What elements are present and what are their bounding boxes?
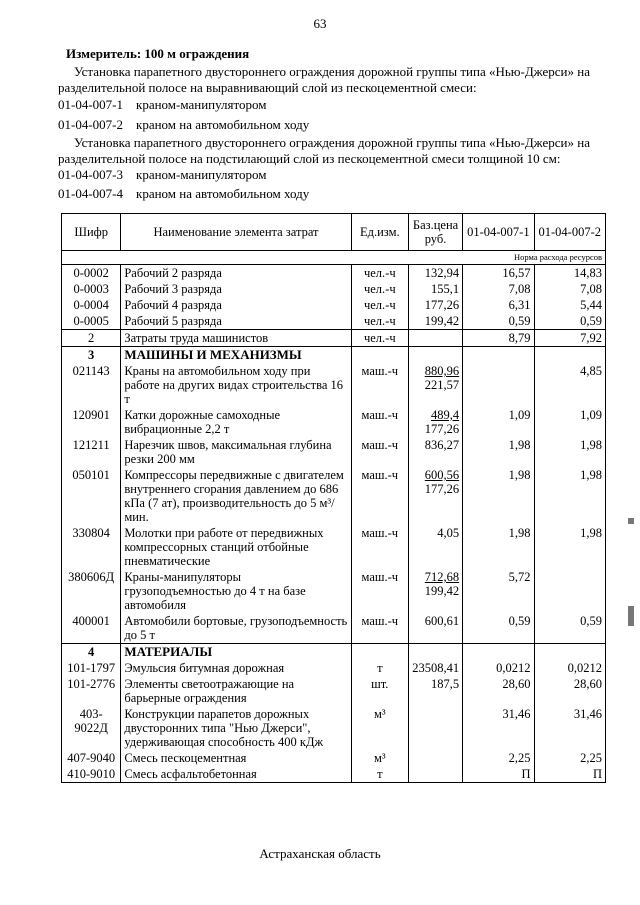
cell-price [408,569,462,613]
item-code: 01-04-007-1 [58,97,123,112]
price-value: 600,56 [424,468,460,482]
cell-price [408,750,462,766]
cell-code: 380606Д [62,569,121,613]
page-number: 63 [313,16,327,31]
table-row [62,437,606,467]
cell-v1: П [463,766,534,783]
table-row [62,525,606,569]
cell-unit [351,644,408,661]
cell-code: 050101 [62,467,121,525]
cell-v1: 0,0212 [463,660,534,676]
cell-name: Катки дорожные самоходные вибрационные 2,2 т [121,407,351,437]
cell-price [408,281,462,297]
table-row [62,750,606,766]
cell-v2 [534,347,605,364]
table-header-row [62,214,606,251]
table-row [62,363,606,407]
margin-mark [628,518,634,524]
cell-unit: маш.-ч [351,363,408,407]
cell-unit [351,347,408,364]
cell-unit: маш.-ч [351,613,408,644]
table-row [62,467,606,525]
cell-name: Эмульсия битумная дорожная [121,660,351,676]
cell-v1 [463,644,534,661]
cell-code: 330804 [62,525,121,569]
group1-item-2 [58,117,309,133]
cell-price [408,706,462,750]
cell-v1: 0,59 [463,313,534,330]
cell-code: 4 [62,644,121,661]
cell-code: 403-9022Д [62,706,121,750]
cell-v2: 7,08 [534,281,605,297]
cell-price [408,330,462,347]
price-machinist-value: 177,26 [424,482,460,496]
price-machinist-value: 199,42 [424,584,460,598]
cell-v1: 1,98 [463,437,534,467]
price-value: 489,4 [431,408,460,422]
table-row [62,265,606,282]
cell-code: 021143 [62,363,121,407]
price-value: 4,05 [437,526,460,540]
price-value: 199,42 [424,314,460,328]
cell-price [408,660,462,676]
cell-v2: 28,60 [534,676,605,706]
cell-name: Рабочий 2 разряда [121,265,351,282]
table-row [62,660,606,676]
cell-v2: 5,44 [534,297,605,313]
cell-code: 0-0005 [62,313,121,330]
norm-caption: Норма расхода ресурсов [62,251,606,265]
cell-name: Затраты труда машинистов [121,330,351,347]
cell-unit: маш.-ч [351,437,408,467]
table-row [62,706,606,750]
cell-price [408,363,462,407]
cell-v2: 2,25 [534,750,605,766]
cell-price [408,676,462,706]
header-v2: 01-04-007-2 [534,214,605,251]
item-code: 01-04-007-3 [58,167,123,182]
cell-code: 0-0002 [62,265,121,282]
cell-unit: чел.-ч [351,297,408,313]
measurer-heading: Измеритель: 100 м ограждения [66,46,250,61]
cell-unit: маш.-ч [351,525,408,569]
cell-unit: м³ [351,750,408,766]
table-row [62,281,606,297]
cell-name: Нарезчик швов, максимальная глубина резки 200 мм [121,437,351,467]
table-row [62,297,606,313]
cell-unit: т [351,766,408,783]
price-value: 177,26 [424,298,460,312]
cell-price [408,467,462,525]
table-row [62,407,606,437]
cell-name: Компрессоры передвижные с двигателем внутреннего сгорания давлением до 686 кПа (7 ат), производительность до 5 м³/мин. [121,467,351,525]
cell-v2: 4,85 [534,363,605,407]
cell-name: Рабочий 4 разряда [121,297,351,313]
cell-price [408,437,462,467]
cell-name: МАТЕРИАЛЫ [121,644,351,661]
header-unit: Ед.изм. [351,214,408,251]
table-row [62,766,606,783]
cell-v1: 5,72 [463,569,534,613]
price-value: 880,96 [424,364,460,378]
cell-name: Молотки при работе от передвижных компрессорных станций отбойные пневматические [121,525,351,569]
cell-v1 [463,347,534,364]
item-code: 01-04-007-2 [58,117,123,132]
cell-v1: 1,98 [463,467,534,525]
group1-item-1 [58,97,267,113]
cell-unit: чел.-ч [351,330,408,347]
item-label: краном-манипулятором [136,167,267,182]
cell-v2: 0,59 [534,313,605,330]
cell-v2: 1,98 [534,525,605,569]
cell-name: Автомобили бортовые, грузоподъемность до 5 т [121,613,351,644]
cell-v2: 0,0212 [534,660,605,676]
table-row [62,644,606,661]
table-row [62,347,606,364]
header-price: Баз.цена руб. [408,214,462,251]
cell-unit: шт. [351,676,408,706]
cell-v2: 1,09 [534,407,605,437]
cell-code: 0-0003 [62,281,121,297]
norm-caption-row [62,251,606,265]
cell-v1: 1,09 [463,407,534,437]
cell-code: 3 [62,347,121,364]
cell-v2: 0,59 [534,613,605,644]
cell-v1: 31,46 [463,706,534,750]
price-value: 187,5 [431,677,460,691]
cell-code: 407-9040 [62,750,121,766]
cell-code: 101-1797 [62,660,121,676]
cell-unit: маш.-ч [351,569,408,613]
cell-name: Элементы светоотражающие на барьерные ограждения [121,676,351,706]
table-row [62,330,606,347]
price-value: 155,1 [431,282,460,296]
table-row [62,313,606,330]
cell-v1: 1,98 [463,525,534,569]
cell-v1: 0,59 [463,613,534,644]
cell-price [408,525,462,569]
cell-name: Конструкции парапетов дорожных двусторонних типа "Нью Джерси", удерживающая способность 400 кДж [121,706,351,750]
group1-description: Установка парапетного двустороннего ограждения дорожной группы типа «Нью-Джерси» на разделительной полосе на выравнивающий слой из пескоцементной смеси: [58,64,590,95]
cell-unit: чел.-ч [351,265,408,282]
cell-v2 [534,644,605,661]
table-row [62,569,606,613]
cell-name: МАШИНЫ И МЕХАНИЗМЫ [121,347,351,364]
cell-price [408,644,462,661]
header-v1: 01-04-007-1 [463,214,534,251]
table-row [62,613,606,644]
footer-region: Астраханская область [259,846,381,861]
cell-unit: м³ [351,706,408,750]
cell-unit: т [351,660,408,676]
cell-price [408,766,462,783]
price-value: 712,68 [424,570,460,584]
price-machinist-value: 177,26 [424,422,460,436]
cell-name: Рабочий 3 разряда [121,281,351,297]
cell-code: 400001 [62,613,121,644]
item-label: краном на автомобильном ходу [136,117,310,132]
cell-price [408,265,462,282]
cell-price [408,313,462,330]
cell-v2 [534,569,605,613]
cell-unit: маш.-ч [351,407,408,437]
margin-mark [628,606,634,626]
cell-v2: 14,83 [534,265,605,282]
cell-v2: П [534,766,605,783]
cell-name: Краны-манипуляторы грузоподъемностью до 4 т на базе автомобиля [121,569,351,613]
group2-item-1 [58,167,267,183]
group2-description: Установка парапетного двустороннего ограждения дорожной группы типа «Нью-Джерси» на разделительной полосе на подстилающий слой из пескоцементной смеси толщиной 10 см: [58,135,590,166]
cell-v2: 1,98 [534,467,605,525]
cell-code: 101-2776 [62,676,121,706]
price-value: 600,61 [424,614,460,628]
cell-unit: чел.-ч [351,281,408,297]
cell-price [408,407,462,437]
header-name: Наименование элемента затрат [121,214,351,251]
price-machinist-value: 221,57 [424,378,460,392]
cell-code: 2 [62,330,121,347]
resource-table [61,213,606,783]
cell-name: Смесь пескоцементная [121,750,351,766]
table-row [62,676,606,706]
cell-unit: маш.-ч [351,467,408,525]
cell-v1: 2,25 [463,750,534,766]
price-value: 132,94 [424,266,460,280]
cell-code: 0-0004 [62,297,121,313]
cell-price [408,613,462,644]
cell-v2: 1,98 [534,437,605,467]
cell-v1: 8,79 [463,330,534,347]
cell-v1: 16,57 [463,265,534,282]
price-value: 23508,41 [412,661,460,675]
cell-code: 120901 [62,407,121,437]
item-label: краном-манипулятором [136,97,267,112]
cell-price [408,347,462,364]
cell-name: Рабочий 5 разряда [121,313,351,330]
header-code: Шифр [62,214,121,251]
cell-name: Краны на автомобильном ходу при работе на других видах строительства 16 т [121,363,351,407]
item-code: 01-04-007-4 [58,186,123,201]
cell-v1: 28,60 [463,676,534,706]
cell-v1 [463,363,534,407]
cell-v1: 7,08 [463,281,534,297]
group2-item-2 [58,186,309,202]
cell-name: Смесь асфальтобетонная [121,766,351,783]
cell-v2: 31,46 [534,706,605,750]
cell-code: 121211 [62,437,121,467]
cell-v2: 7,92 [534,330,605,347]
item-label: краном на автомобильном ходу [136,186,310,201]
cell-v1: 6,31 [463,297,534,313]
cell-price [408,297,462,313]
table-body [62,265,606,783]
cell-code: 410-9010 [62,766,121,783]
price-value: 836,27 [424,438,460,452]
cell-unit: чел.-ч [351,313,408,330]
